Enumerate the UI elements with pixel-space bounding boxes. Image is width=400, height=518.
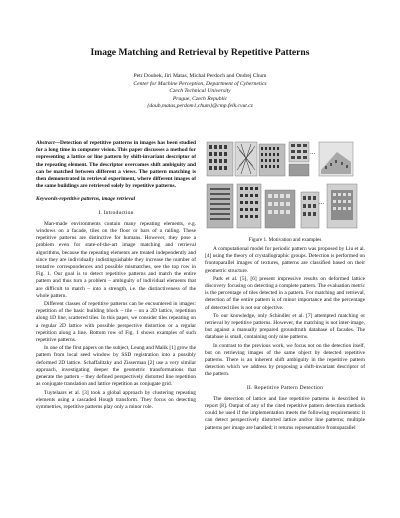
keywords-label: Keywords xyxy=(36,196,58,203)
intro-paragraph-2: Different classes of repetitive patterns can be encountered in images: repetition of the basic building block – tile – on a 2D lattice, repetition along 1D line, scattered tiles. In this paper, we consider tiles repeating on a regular 2D lattice with possible perspective distortion or a regular repetition along a line. Bottom row of Fig. 1 shows examples of such repetitive patterns. xyxy=(36,301,196,344)
author-names: Petr Doubek, Jiri Matas, Michal Perdoch and Ondrej Chum xyxy=(133,73,267,79)
facade-image-4 xyxy=(289,142,309,176)
right-paragraph-1: A computational model for periodic pattern was proposed by Liu et al. [4] using the theory of crystallographic groups. Detection is performed on frontoparallel images of textures, patterns are classified based on their geometric structure. xyxy=(205,246,365,274)
abstract xyxy=(36,140,196,190)
section-heading-intro: I. Introduction xyxy=(98,209,134,216)
right-paragraph-3: To our knowledge, only Schindler et al. [7] attempted matching or retrieval by repetitive patterns. However, the matching is not inter-image, but against a manually prepared groundtruth database of facades. The database is small, containing only nine patterns. xyxy=(205,312,365,341)
paper-title: Image Matching and Retrieval by Repetitive Patterns xyxy=(90,47,310,58)
figure-1-caption: Figure 1. Motivation and examples xyxy=(248,237,322,243)
intro-paragraph-3: In one of the first papers on the subject, Leung and Malik [1] grow the pattern from local seed window by SSD registration into a possibly deformed 2D lattice. Schaffalitzky and Zisserman [2] use a very similar approach, investigating deeper the geometric transformations that generate the pattern – they defined perspectively distorted line repetition as conjugate translation and lattice repetition as conjugate grid. xyxy=(36,345,196,388)
section-heading-detection: II. Repetitive Pattern Detection xyxy=(246,384,324,391)
author-email: {doub,matas,perdom1,chum}@cmp.felk.cvut.cz xyxy=(147,103,253,110)
right-paragraph-2: Park et al. [5], [6] present impressive results on deformed lattice discovery focusing on detecting a complete pattern. The evaluation metric is the percentage of tiles detected in a pattern. For matching and retrieval, detection of the entire pattern is of minor importance and the percentage of detected tiles is not our objective. xyxy=(205,275,365,311)
keywords xyxy=(36,196,196,203)
building-image-2 xyxy=(237,184,261,228)
building-image-4 xyxy=(301,192,319,228)
affiliation-line-1: Center for Machine Perception, Department of Cybernetics xyxy=(133,80,267,87)
intro-paragraph-4: Tuytelaars et al. [3] took a global approach by clustering repeating elements using a cascaded Hough transform. They focus on detecting symmetries, repetitive patterns play only a minor role. xyxy=(36,389,196,410)
building-image-5 xyxy=(327,184,357,228)
abstract-text: —Detection of repetitive patterns in images has been studied for a long time in computer vision. This paper discusses a method for representing a lattice or line pattern by shift-invariant descriptor of the repeating element. The descriptor overcomes shift ambiguity and can be matched between different a views. The pattern matching is then demonstrated in retrieval experiment, where different images of the same buildings are retrieved solely by repetitive patterns. xyxy=(36,140,196,190)
abstract-label: Abstract xyxy=(36,140,55,146)
affiliation-line-3: Prague, Czech Republic xyxy=(172,95,228,102)
figure-ellipsis-top: ... xyxy=(310,148,316,156)
right-column xyxy=(205,246,365,433)
left-column xyxy=(36,140,196,412)
detection-paragraph-1: The detection of lattice and line repetitive patterns is described in report [8]. Output of any of the cited repetitive pattern detection methods could be used if the implementation meets the following requirements: it can detect perspectively distorted lattice and/or line patterns; multiple patterns per image are handled; it returns representative frontoparallel xyxy=(205,395,365,431)
intro-paragraph-1: Man-made environments contain many repeating elements, e.g. windows on a facade, tiles on the floor or bars of a railing. These repetitive patterns are distinctive for humans. However, they pose a problem even for state-of-the-art image matching and retrieval algorithms, because the repeating elements are treated independently and since they are individually indistinguishable they increase the number of tentative correspondences and possible mismatches, see the top row in Fig. 1. Our goal is to detect repetitive patterns and match the entire pattern and thus turn a problem – ambiguity of individual elements that are difficult to match – into a strength, i.e. the distinctiveness of the whole pattern. xyxy=(36,220,196,299)
affiliation-line-2: Czech Technical University xyxy=(169,88,231,95)
building-image-1 xyxy=(207,184,233,228)
keywords-text: -repetitive patterns, image retrieval xyxy=(57,196,136,203)
figure-1-images xyxy=(205,140,365,230)
facade-image-2 xyxy=(235,142,257,176)
figure-1 xyxy=(205,140,365,230)
facade-image-5 xyxy=(319,142,353,176)
author-block xyxy=(0,73,400,111)
facade-image-3 xyxy=(259,144,285,176)
figure-ellipsis-bottom: ... xyxy=(319,198,325,206)
building-image-3 xyxy=(265,190,295,228)
facade-image-1 xyxy=(207,142,233,176)
right-paragraph-4: In contrast to the previous work, we focus not on the detection itself, but on retrieving images of the same object by detected repetitive patterns. There is an inherent shift ambiguity in the repetitive pattern detection which we address by proposing a shift-invariant descriptor of the pattern. xyxy=(205,342,365,378)
